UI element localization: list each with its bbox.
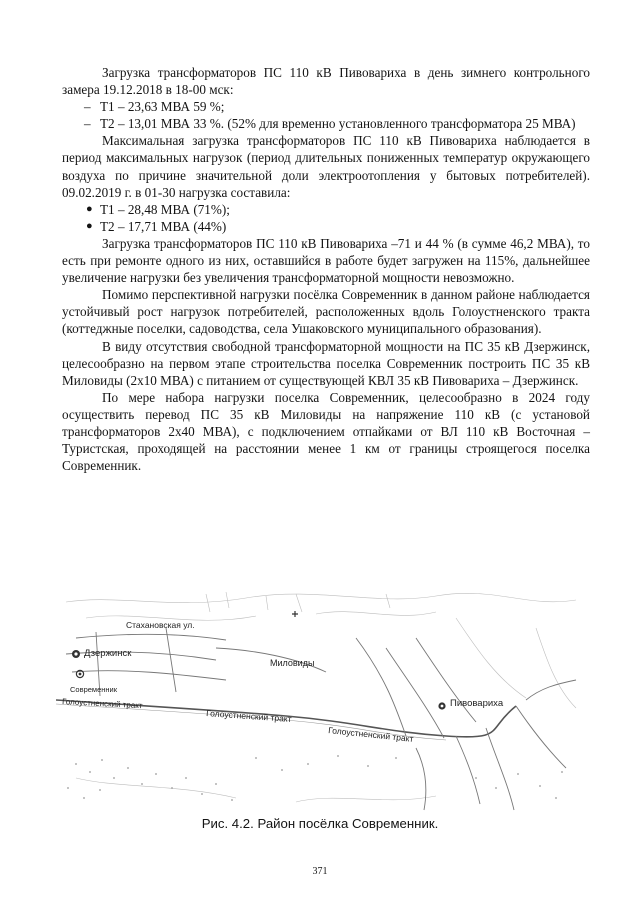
label-tract-2: Голоустненский тракт — [205, 708, 292, 724]
map-dotted-areas — [67, 755, 563, 801]
label-milovidy: Миловиды — [270, 658, 315, 668]
label-tract-1: Голоустненский тракт — [61, 697, 143, 711]
paragraph-first-stage: В виду отсутствия свободной трансформаторной мощности на ПС 35 кВ Дзержинск, целесообразно на первом этапе строительства поселка Современник построить ПС 35 кВ Миловиды (2х10 МВА) с питанием от существующей КВЛ 35 кВ Пивовариха – Дзержинск. — [62, 338, 590, 388]
list-item-text: Т2 – 17,71 МВА (44%) — [100, 218, 227, 234]
list-max-load — [62, 201, 590, 235]
label-stakhanovskaya: Стахановская ул. — [126, 620, 195, 630]
label-dzerzhinsk: Дзержинск — [84, 648, 132, 659]
list-dash: – — [84, 99, 91, 115]
cross-marker — [292, 611, 298, 617]
paragraph-second-stage: По мере набора нагрузки поселка Современник, целесообразно в 2024 году осуществить перевод ПС 35 кВ Миловиды на напряжение 110 кВ (с установой трансформаторов 2х40 МВА), с подключением отпайками от ВЛ 110 кВ Восточная – Туристская, проходящей на расстоянии менее 1 км от границы строящегося поселка Современник. — [62, 389, 590, 474]
list-bullet: ● — [86, 202, 93, 215]
list-item — [62, 201, 590, 218]
figure-caption: Рис. 4.2. Район посёлка Современник. — [201, 816, 439, 831]
list-item — [62, 218, 590, 235]
map-image — [56, 588, 584, 816]
label-tract-3: Голоустненский тракт — [327, 725, 414, 744]
paragraph-load-growth: Помимо перспективной нагрузки посёлка Современник в данном районе наблюдается устойчивый рост нагрузок потребителей, расположенных вдоль Голоустненского тракта (коттеджные поселки, садоводства, села Ушаковского муниципального образования). — [62, 287, 590, 337]
label-pivovarikha: Пивовариха — [450, 698, 504, 709]
list-winter-load — [62, 98, 590, 132]
body-text — [62, 64, 590, 474]
list-item-text: Т1 – 28,48 МВА (71%); — [100, 201, 230, 217]
paragraph-max-load: Максимальная загрузка трансформаторов ПС 110 кВ Пивовариха наблюдается в период максимальных нагрузок (период длительных пониженных температур окружающего воздуха по причине значительной доли электроотопления у бытовых потребителей). 09.02.2019 г. в 01-30 нагрузка составила: — [62, 133, 590, 200]
paragraph-load-summary: Загрузка трансформаторов ПС 110 кВ Пивовариха –71 и 44 % (в сумме 46,2 МВА), то есть при ремонте одного из них, оставшийся в работе будет загружен на 115%, дальнейшее увеличение нагрузки без увеличения трансформаторной мощности невозможно. — [62, 235, 590, 286]
list-item — [62, 115, 590, 132]
page-number: 371 — [312, 866, 328, 877]
list-item-text: Т2 – 13,01 МВА 33 %. (52% для временно установленного трансформатора 25 МВА) — [100, 116, 576, 132]
list-item-text: Т1 – 23,63 МВА 59 %; — [100, 99, 225, 115]
label-sovremennik: Современник — [70, 685, 117, 694]
list-dash: – — [84, 116, 91, 132]
list-item — [62, 98, 590, 115]
paragraph-winter-load: Загрузка трансформаторов ПС 110 кВ Пивовариха в день зимнего контрольного замера 19.12.2018 в 18-00 мск: — [62, 65, 590, 98]
map-figure — [56, 588, 584, 816]
list-bullet: ● — [86, 219, 93, 232]
